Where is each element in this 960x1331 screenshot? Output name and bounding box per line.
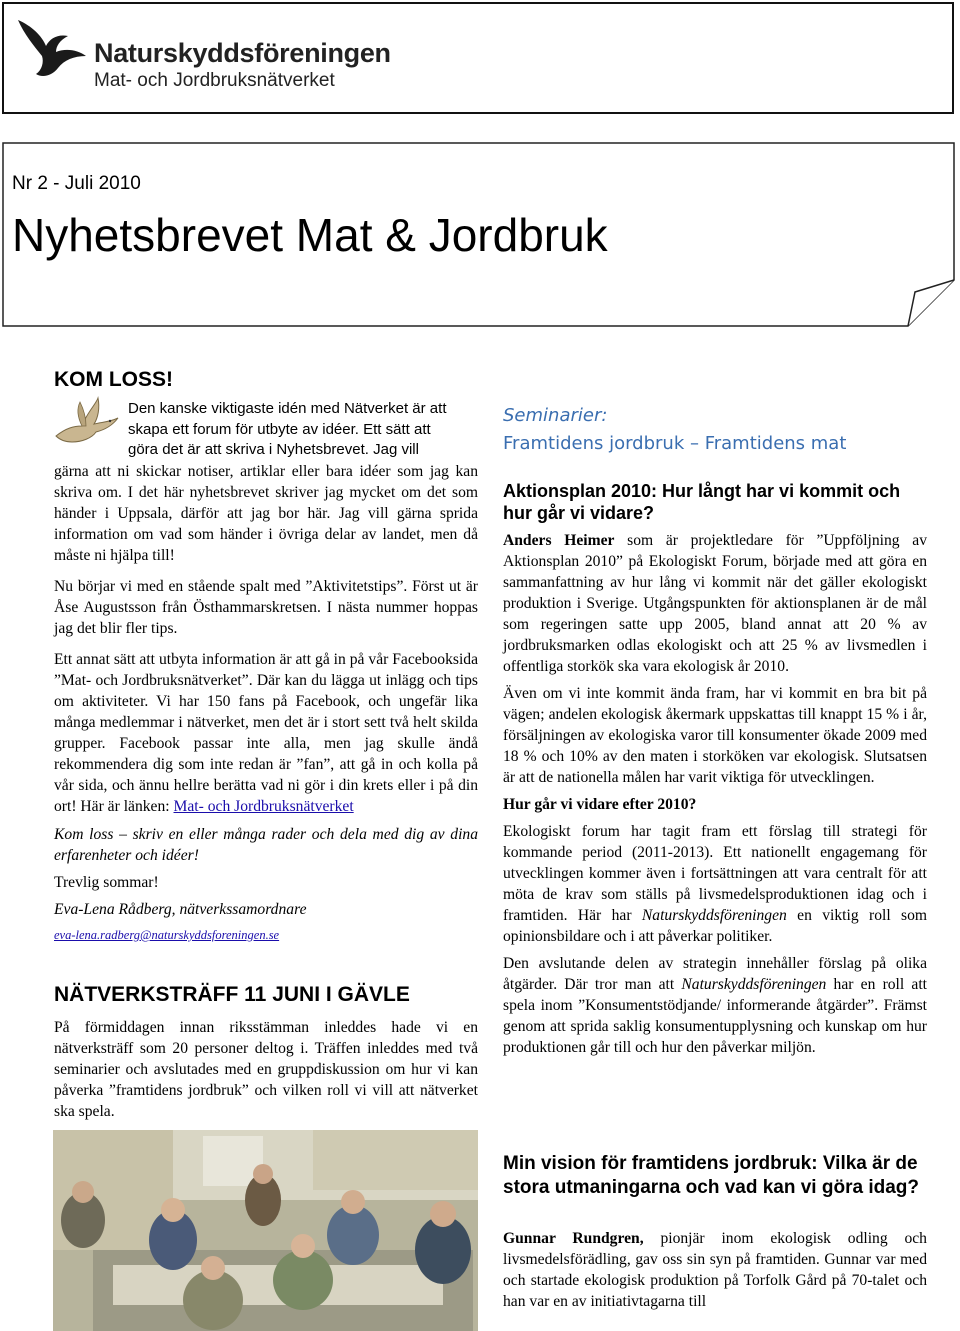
anders-heimer: Anders Heimer <box>503 532 615 549</box>
aktionsplan-body <box>503 530 927 1058</box>
vision-body-text: pionjär inom ekologisk odling och livsmedelsförädling, gav oss sin syn på framtiden. Gunnar var med och startade ekologisk produktion på Torfolk Gård på 70-talet och han var en av initiativtagarna till <box>503 1230 927 1310</box>
gunnar-rundgren: Gunnar Rundgren, <box>503 1230 644 1247</box>
network-name: Mat- och Jordbruksnätverket <box>94 70 335 91</box>
page-title: Nyhetsbrevet Mat & Jordbruk <box>12 209 608 261</box>
para4-start: Den avslutande delen av strategin innehåller förslag på olika åtgärder. Där tror man att <box>503 955 927 993</box>
para4-end: har en roll att spela inom ”Konsumentstödjande/ informerande åtgärder”. Främst genom att sprida saklig konsumentupplysning och kunskap om hur produktionen går till och hur den påverkar miljön. <box>503 976 927 1056</box>
para4-italic: Naturskyddsföreningen <box>681 976 827 993</box>
seminarier-label: Seminarier: <box>503 405 608 426</box>
bird-logo-icon <box>16 16 88 78</box>
aktionsplan-heading: Aktionsplan 2010: Hur långt har vi kommit och hur går vi vidare? <box>503 481 901 523</box>
aktionsplan-para-1-text: som är projektledare för ”Uppföljning av Aktionsplan 2010” på Ekologiskt Forum, började med att göra en sammanfattning av hur lång vi kommit när det gäller ekologiskt produktion i Sverige. Utgångspunkten för aktionsplanen är de mål som regeringen satte upp 2005, bland annat att 20 % av jordbruksmarken odlas ekologiskt och att 25 % av livsmedlen i offentliga storkök ska vara ekologisk år 2010. <box>503 532 928 675</box>
natverkstraff-heading: NÄTVERKSTRÄFF 11 JUNI I GÄVLE <box>54 983 410 1006</box>
vidare-subheading: Hur går vi vidare efter 2010? <box>503 796 697 813</box>
vision-body <box>503 1228 927 1312</box>
natverkstraff-body: På förmiddagen innan riksstämman inleddes hade vi en nätverksträff som 20 personer deltog i. Träffen inleddes med två seminarier och avslutades med en gruppdiskussion om hur vi kan påverka ”framtidens jordbruk” och vilken roll vi vill att nätverket ska spela. <box>54 1019 478 1120</box>
email-link[interactable]: eva-lena.radberg@naturskyddsforeningen.se <box>54 928 280 942</box>
meeting-photo <box>53 1130 478 1331</box>
greeting: Trevlig sommar! <box>54 874 159 891</box>
dove-icon <box>52 396 122 448</box>
aktionsplan-para-1 <box>503 530 927 677</box>
issue-number: Nr 2 - Juli 2010 <box>12 173 141 194</box>
intro-line-1: Den kanske viktigaste idén med Nätverket är att <box>128 400 447 417</box>
kom-loss-intro <box>128 399 478 461</box>
facebook-link[interactable]: Mat- och Jordbruksnätverket <box>173 798 354 815</box>
signature: Eva-Lena Rådberg, nätverkssamordnare <box>54 901 307 918</box>
aktionsplan-para-4 <box>503 953 927 1058</box>
kom-loss-italic-note: Kom loss – skriv en eller många rader och dela med dig av dina erfarenheter och idéer! <box>54 826 478 864</box>
para3-start: Ekologiskt forum har tagit fram ett förslag till strategi för kommande period (2011-2013). Ett nationellt engagemang för utvecklingen kommer även i fortsättningen att vara centralt för att möta de krav som ställs på livsmedelsproduktionen idag och i framtiden. Här har <box>503 823 927 924</box>
para3-italic: Naturskyddsföreningen <box>641 907 787 924</box>
kom-loss-para-2: Nu börjar vi med en stående spalt med ”Aktivitetstips”. Först ut är Åse Augustsson från Östhammarskretsen. I nästa nummer hoppas jag det blir fler tips. <box>54 578 478 637</box>
kom-loss-para-3 <box>54 649 478 817</box>
intro-line-3: göra det är att skriva i Nyhetsbrevet. Jag vill <box>128 441 419 458</box>
seminarier-subtitle: Framtidens jordbruk – Framtidens mat <box>503 433 847 454</box>
aktionsplan-para-2: Även om vi inte kommit ända fram, har vi kommit en bra bit på vägen; andelen ekologisk åkermark uppskattas till knappt 15 % i år, försäljningen av ekologiska varor till konsumenter ökade 2009 med 18 % och 10% av den maten i storköken var ekologisk. Slutsatsen är att de nationella målen har varit viktiga för utvecklingen. <box>503 685 927 786</box>
org-name: Naturskyddsföreningen <box>94 38 391 68</box>
kom-loss-body <box>54 461 478 946</box>
kom-loss-heading: KOM LOSS! <box>54 368 173 391</box>
aktionsplan-para-3 <box>503 821 927 947</box>
kom-loss-para-3-text: Ett annat sätt att utbyta information är att gå in på vår Facebooksida ”Mat- och Jordbruksnätverket”. Där kan du lägga ut inlägg och tips om aktiviteter. Vi har 150 fans på Facebook, och ungefär lika många medlemmar i nätverket, men det är i stort sett två helt skilda grupper. Facebook passar inte alla, men jag skulle ändå rekommendera dig som inte redan är ”fan”, att gå in och kolla på vår sida, och ännu hellre berätta vad ni gör i din krets eller i på din ort! Här är länken: <box>54 651 478 815</box>
kom-loss-para-1: gärna att ni skickar notiser, artiklar eller bara idéer som jag kan skriva om. I det här nyhetsbrevet skriver jag mycket om det som händer i Uppsala, därför att jag bor här. Jag vill gärna sprida information om vad som händer i övriga delar av landet, men då måste ni hjälpa till! <box>54 463 478 564</box>
para3-end: en viktig roll som opinionsbildare och i att påverkar politiker. <box>503 907 927 945</box>
email-paragraph <box>54 925 478 946</box>
intro-line-2: skapa ett forum för utbyte av idéer. Ett sätt att <box>128 420 431 438</box>
vision-heading: Min vision för framtidens jordbruk: Vilka är de stora utmaningarna och vad kan vi göra idag? <box>503 1153 919 1198</box>
